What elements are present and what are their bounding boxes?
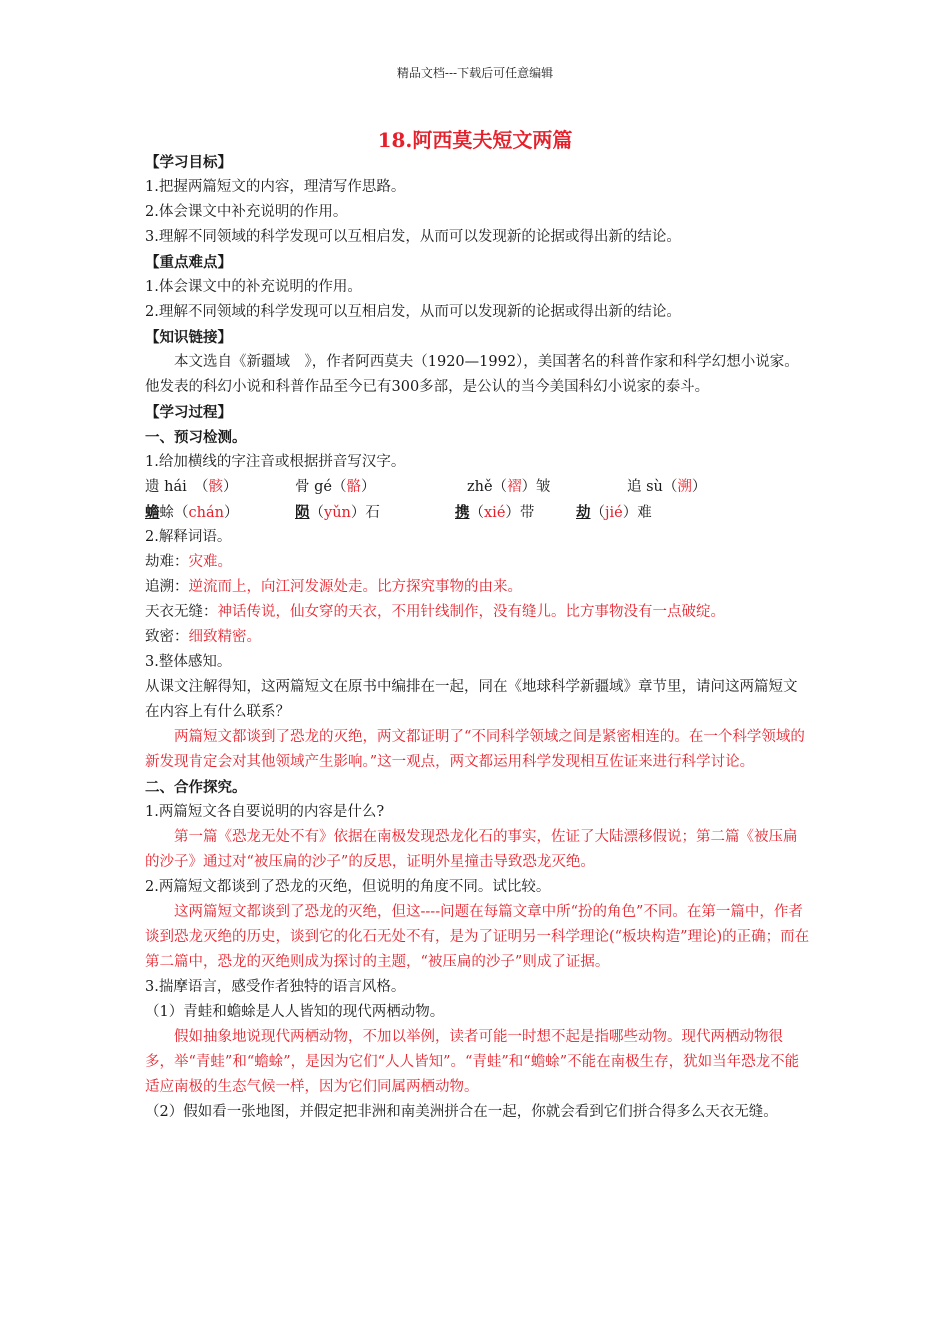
cooperate-question-3: 3.揣摩语言，感受作者独特的语言风格。: [145, 979, 406, 995]
pinyin-item: 劫（jié）难: [576, 504, 652, 521]
question-3-answer: 两篇短文都谈到了恐龙的灭绝，两文都证明了“不同科学领域之间是紧密相连的。在一个科学领域的新发现肯定会对其他领域产生影响。”这一观点，两文都运用科学发现相互佐证来进行科学讨论。: [145, 729, 805, 770]
question-1: 1.给加横线的字注音或根据拼音写汉字。: [145, 454, 406, 470]
page-header: 精品文档---下载后可任意编辑: [396, 66, 554, 80]
key-item: 1.体会课文中的补充说明的作用。: [145, 279, 362, 295]
question-3-text: 从课文注解得知，这两篇短文在原书中编排在一起，同在《地球科学新疆域》章节里，请问这两篇短文在内容上有什么联系？: [145, 679, 798, 720]
language-item-2: （2）假如看一张地图，并假定把非洲和南美洲拼合在一起，你就会看到它们拼合得多么天衣无缝。: [145, 1104, 778, 1120]
term-item: 追溯：逆流而上，向江河发源处走。比方探究事物的由来。: [145, 579, 522, 595]
cooperate-answer-2: 这两篇短文都谈到了恐龙的灭绝，但这----问题在每篇文章中所“扮的角色”不同。在第一篇中，作者谈到恐龙灭绝的历史，谈到它的化石无处不有，是为了证明另一科学理论(“板块构造”理论)的正确；而在第二篇中，恐龙的灭绝则成为探讨的主题，“被压扁的沙子”则成了证据。: [145, 904, 810, 970]
pinyin-row-2: [145, 500, 810, 525]
pinyin-item: 遗 hái （骸）: [145, 479, 238, 495]
term-item: 天衣无缝：神话传说，仙女穿的天衣，不用针线制作，没有缝儿。比方事物没有一点破绽。: [145, 604, 725, 620]
pinyin-item: 携（xié）带: [455, 504, 535, 521]
goal-item: 3.理解不同领域的科学发现可以互相启发，从而可以发现新的论据或得出新的结论。: [145, 229, 681, 245]
pinyin-item: 陨（yǔn）石: [295, 504, 380, 521]
section-heading-process: 【学习过程】: [145, 404, 232, 421]
goal-item: 1.把握两篇短文的内容，理清写作思路。: [145, 179, 406, 195]
pinyin-item: 追 sù（溯）: [627, 479, 707, 495]
term-item: 致密：细致精密。: [145, 629, 261, 645]
section-heading-goals: 【学习目标】: [145, 154, 232, 171]
section-heading-key: 【重点难点】: [145, 254, 232, 271]
language-item-1: （1）青蛙和蟾蜍是人人皆知的现代两栖动物。: [145, 1004, 445, 1020]
document-body: [145, 150, 810, 1125]
goal-item: 2.体会课文中补充说明的作用。: [145, 204, 348, 220]
cooperate-question-1: 1.两篇短文各自要说明的内容是什么?: [145, 804, 385, 820]
page-title: 18.阿西莫夫短文两篇: [377, 128, 573, 152]
part-heading-preview: 一、预习检测。: [145, 429, 247, 446]
cooperate-question-2: 2.两篇短文都谈到了恐龙的灭绝，但说明的角度不同。试比较。: [145, 879, 551, 895]
pinyin-item: 蟾蜍（chán）: [145, 504, 239, 521]
part-heading-cooperate: 二、合作探究。: [145, 779, 247, 796]
section-heading-link: 【知识链接】: [145, 329, 232, 346]
question-3: 3.整体感知。: [145, 654, 232, 670]
link-paragraph: 本文选自《新疆域 》，作者阿西莫夫（1920—1992），美国著名的科普作家和科学幻想小说家。他发表的科幻小说和科普作品至今已有300多部，是公认的当今美国科幻小说家的泰斗。: [145, 354, 799, 395]
term-item: 劫难：灾难。: [145, 554, 232, 570]
pinyin-item: 骨 gé（骼）: [295, 479, 376, 495]
language-answer-1: 假如抽象地说现代两栖动物，不加以举例，读者可能一时想不起是指哪些动物。现代两栖动物很多，举“青蛙”和“蟾蜍”，是因为它们“人人皆知”。“青蛙”和“蟾蜍”不能在南极生存，犹如当年恐龙不能适应南极的生态气候一样，因为它们同属两栖动物。: [145, 1029, 800, 1095]
question-2: 2.解释词语。: [145, 529, 232, 545]
pinyin-item: zhě（褶）皱: [467, 479, 551, 495]
key-item: 2.理解不同领域的科学发现可以互相启发，从而可以发现新的论据或得出新的结论。: [145, 304, 681, 320]
pinyin-row-1: [145, 475, 810, 500]
cooperate-answer-1: 第一篇《恐龙无处不有》依据在南极发现恐龙化石的事实，佐证了大陆漂移假说；第二篇《被压扁的沙子》通过对“被压扁的沙子”的反思，证明外星撞击导致恐龙灭绝。: [145, 829, 798, 870]
